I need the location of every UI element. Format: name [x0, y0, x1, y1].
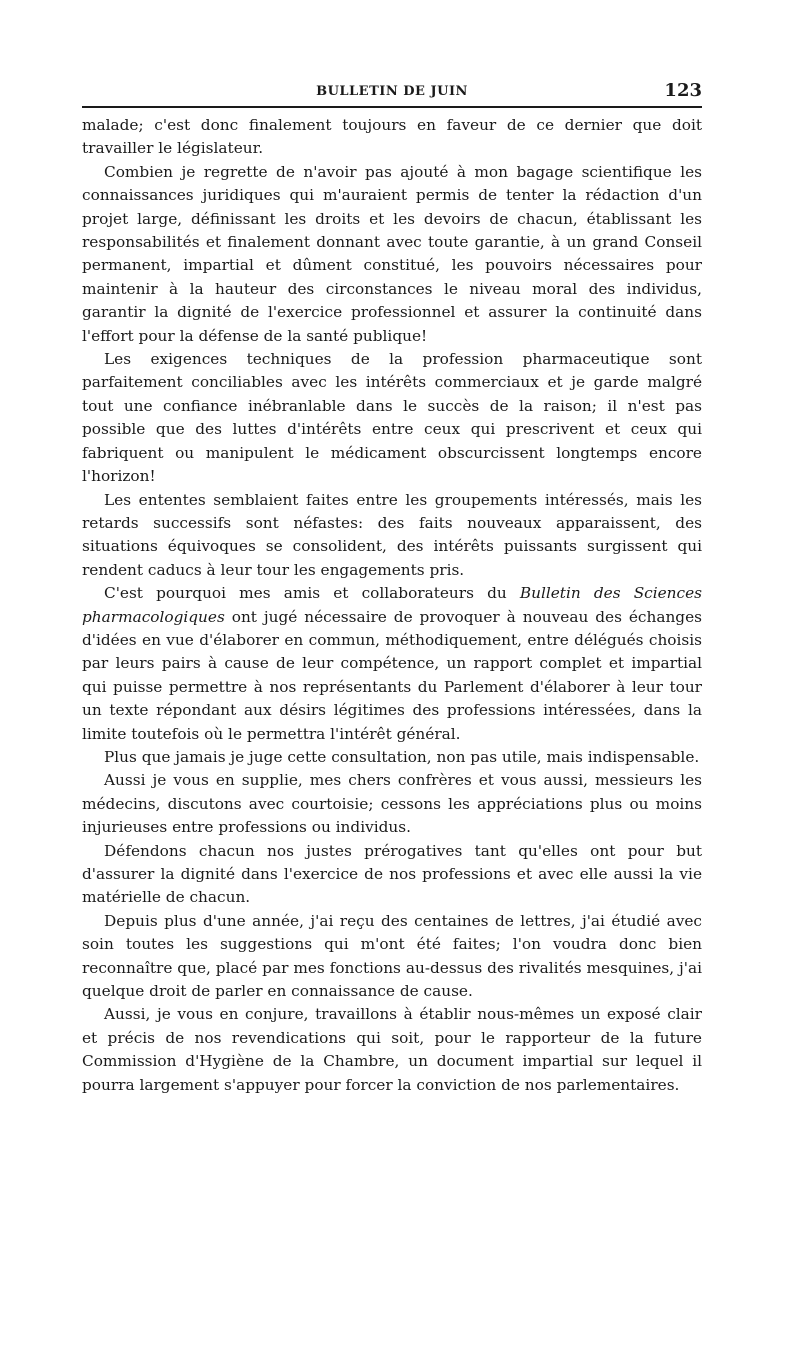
document-page	[82, 76, 702, 1097]
paragraph-6: Plus que jamais je juge cette consultation, non pas utile, mais indispensable.	[104, 747, 700, 766]
body-text	[82, 114, 702, 1097]
journal-title: Bulletin des Sciences pharmacologiques	[82, 584, 703, 626]
paragraph-10: Aussi, je vous en conjure, travaillons à établir nous-mêmes un exposé clair et précis de nos revendications qui soit, pour le rapporteur de la future Commission d'Hygiène de la Chambre, un document impartial sur lequel il pourra largement s'appuyer pour forcer la conviction de nos parlementaires.	[82, 1005, 702, 1094]
paragraph-5-after: ont jugé nécessaire de provoquer à nouveau des échanges d'idées en vue d'élaborer en commun, méthodiquement, entre délégués choisis par leurs pairs à cause de leur compétence, un rapport complet et impartial qui puisse permettre à nos représentants du Parlement d'élaborer à leur tour un texte répondant aux désirs légitimes des professions intéressées, dans la limite toutefois où le permettra l'intérêt général.	[82, 607, 702, 743]
paragraph-1: malade; c'est donc finalement toujours en faveur de ce dernier que doit travailler le législateur.	[82, 116, 702, 158]
paragraph-2: Combien je regrette de n'avoir pas ajouté à mon bagage scientifique les connaissances juridiques qui m'auraient permis de tenter la rédaction d'un projet large, définissant les droits et les devoirs de chacun, établissant les responsabilités et finalement donnant avec toute garantie, à un grand Conseil permanent, impartial et dûment constitué, les pouvoirs nécessaires pour maintenir à la hauteur des circonstances le niveau moral des individus, garantir la dignité de l'exercice professionnel et assurer la continuité dans l'effort pour la défense de la santé publique!	[82, 162, 702, 345]
running-head: BULLETIN DE JUIN	[316, 84, 468, 99]
page-header	[82, 76, 702, 108]
page-number: 123	[664, 80, 702, 101]
paragraph-7: Aussi je vous en supplie, mes chers confrères et vous aussi, messieurs les médecins, discutons avec courtoisie; cessons les appréciations plus ou moins injurieuses entre professions ou individus.	[82, 771, 702, 837]
paragraph-4: Les ententes semblaient faites entre les groupements intéressés, mais les retards successifs sont néfastes: des faits nouveaux apparaissent, des situations équivoques se consolident, des intérêts puissants surgissent qui rendent caducs à leur tour les engagements pris.	[82, 490, 702, 579]
paragraph-3: Les exigences techniques de la profession pharmaceutique sont parfaitement conciliables avec les intérêts commerciaux et je garde malgré tout une confiance inébranlable dans le succès de la raison; il n'est pas possible que des luttes d'intérêts entre ceux qui prescrivent et ceux qui fabriquent ou manipulent le médicament obscurcissent longtemps encore l'horizon!	[82, 350, 702, 486]
paragraph-5-before: C'est pourquoi mes amis et collaborateurs du	[104, 584, 520, 603]
paragraph-5	[82, 582, 702, 746]
paragraph-8: Défendons chacun nos justes prérogatives tant qu'elles ont pour but d'assurer la dignité dans l'exercice de nos professions et avec elle aussi la vie matérielle de chacun.	[82, 841, 702, 907]
paragraph-9: Depuis plus d'une année, j'ai reçu des centaines de lettres, j'ai étudié avec soin toutes les suggestions qui m'ont été faites; l'on voudra donc bien reconnaître que, placé par mes fonctions au-dessus des rivalités mesquines, j'ai quelque droit de parler en connaissance de cause.	[82, 911, 702, 1001]
